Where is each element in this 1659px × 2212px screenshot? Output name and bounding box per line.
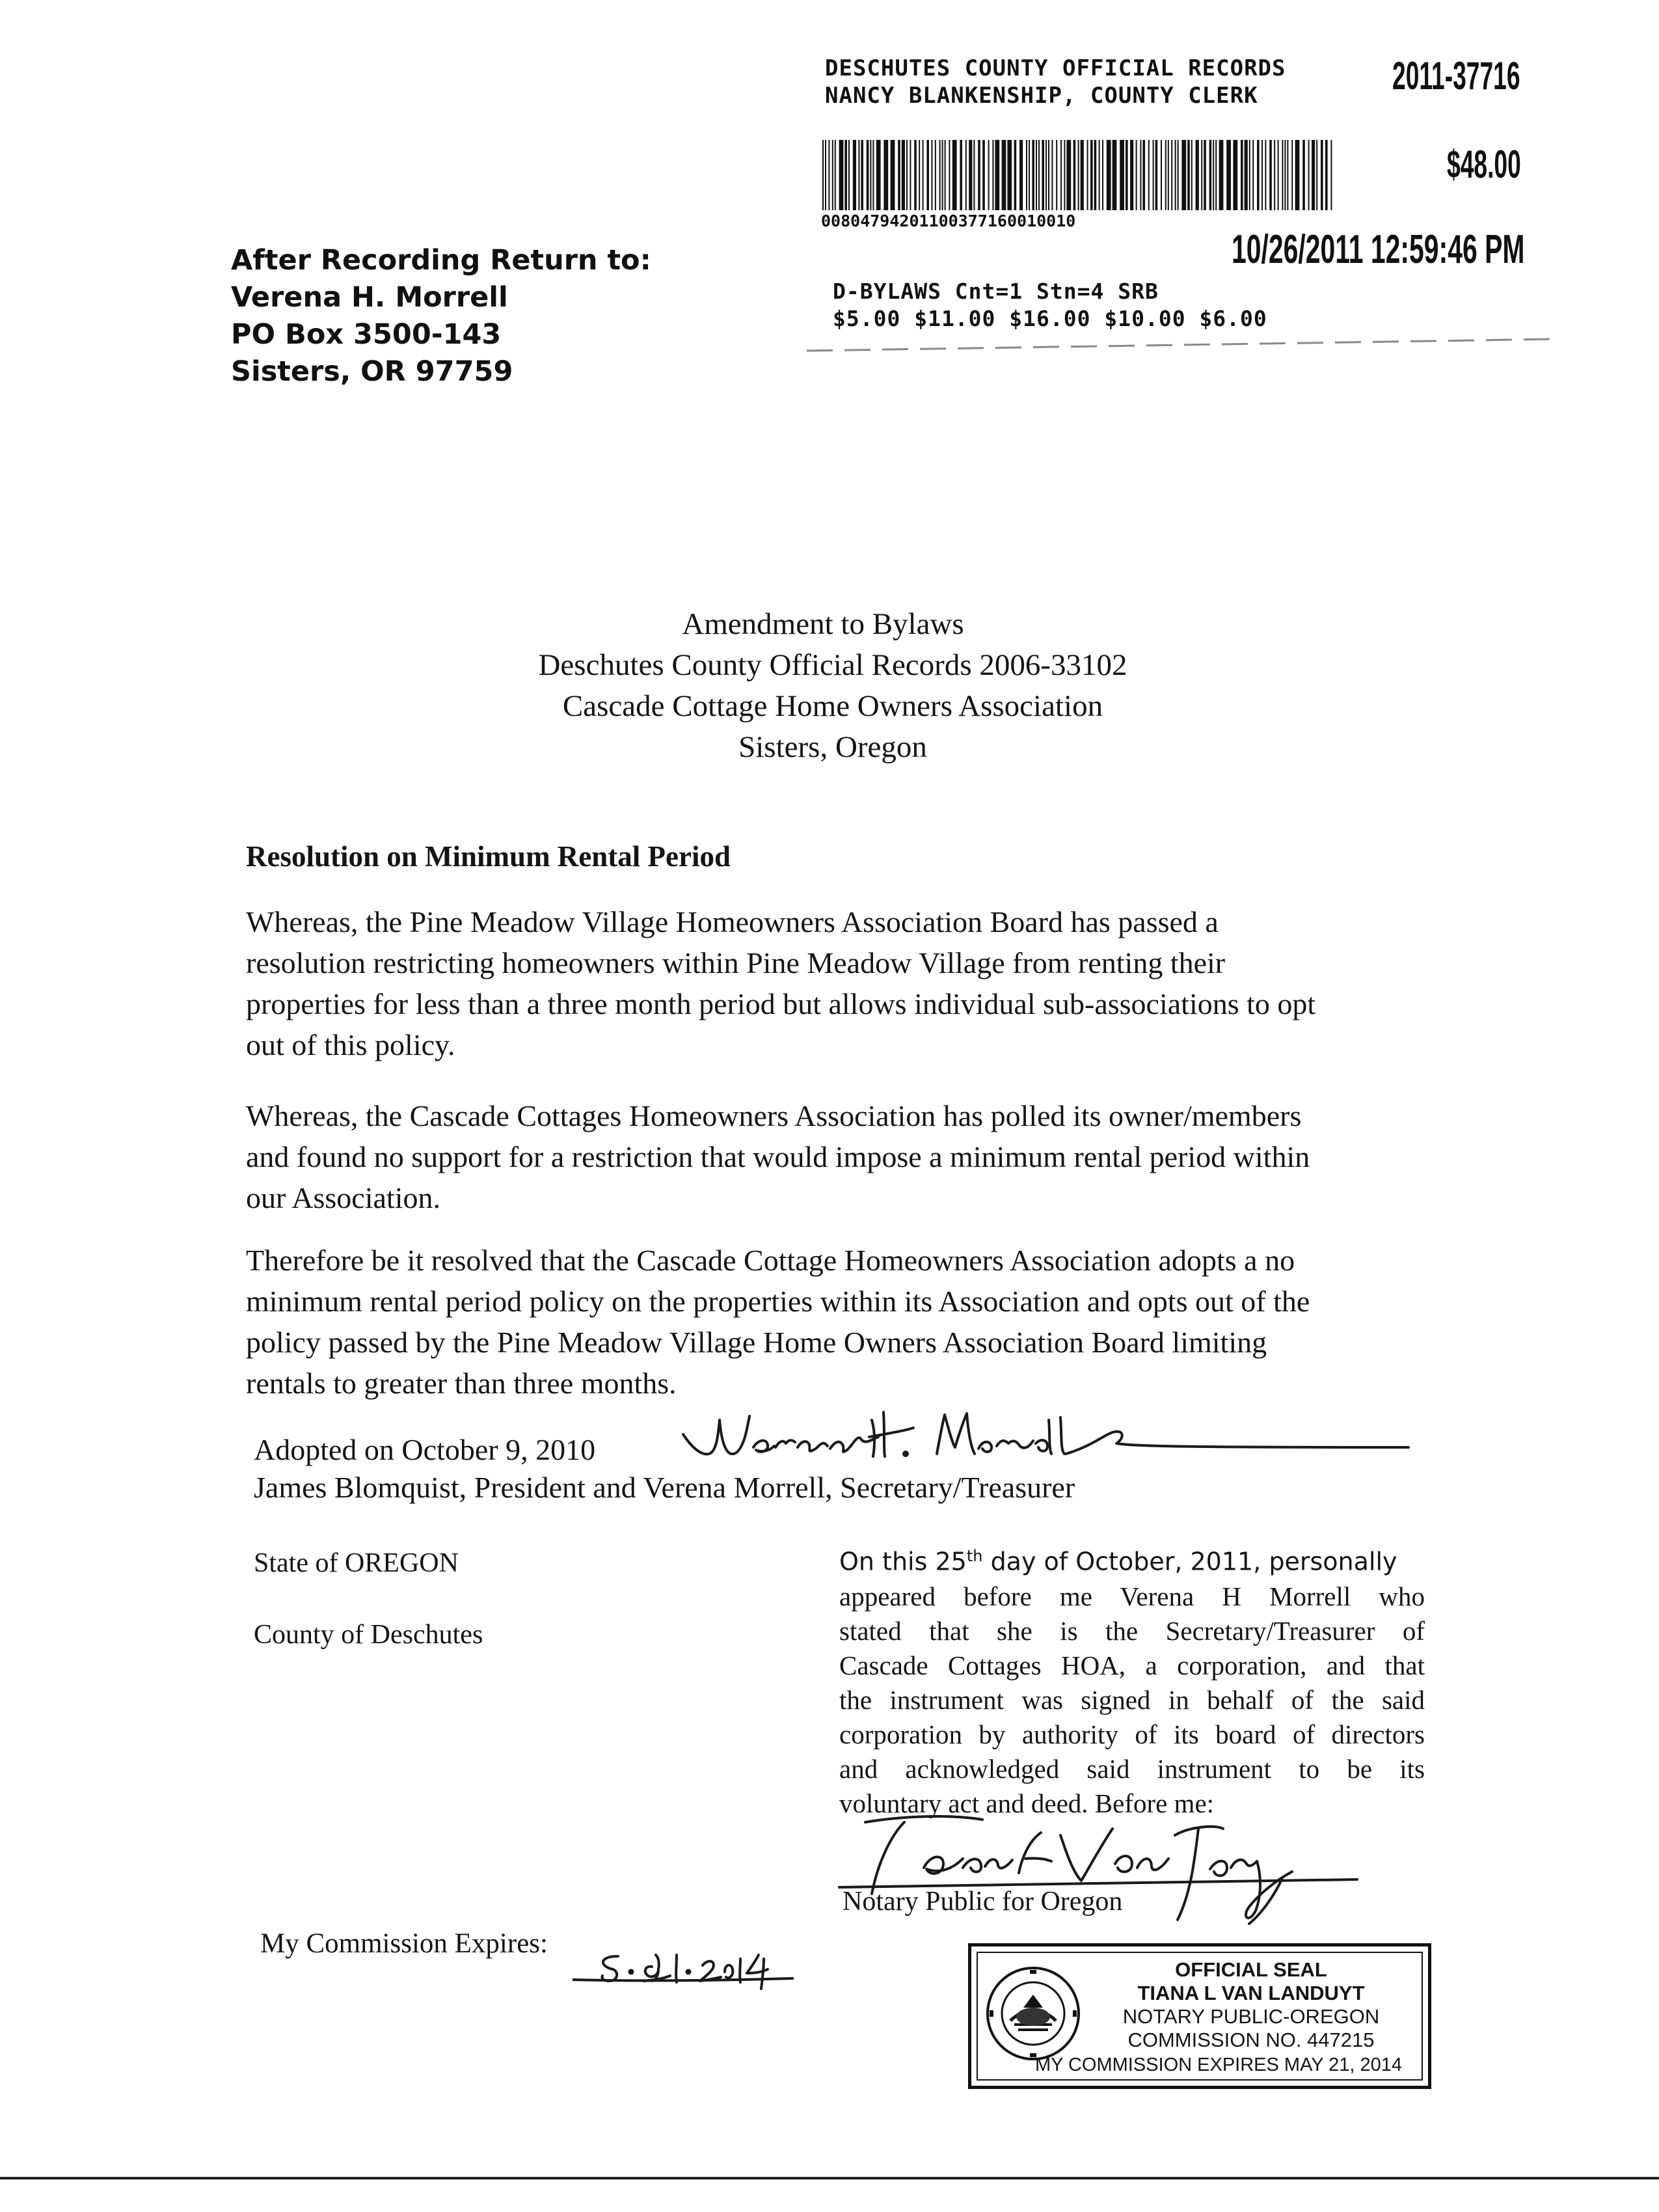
barcode-bar [1213,140,1214,210]
barcode-bar [1126,140,1128,210]
barcode-bar [919,140,920,210]
barcode-bar [1140,140,1141,210]
whereas-paragraph-2 [246,1095,1410,1218]
association-name: Cascade Cottage Home Owners Association [562,689,1103,723]
barcode-bar [861,140,863,210]
barcode-bar [1278,140,1279,210]
seal-commission-number: COMMISSION NO. 447215 [1127,2028,1375,2051]
barcode-bar [1032,140,1034,210]
barcode-bar [1113,140,1117,210]
barcode-bar [1036,140,1037,210]
return-city: Sisters, OR 97759 [231,355,513,388]
barcode-bar [1252,140,1254,210]
barcode-bar [1316,140,1317,210]
acknowledgment-line: appeared before me Verena H Morrell who [839,1581,1425,1611]
paragraph-line: out of this policy. [246,1028,455,1061]
return-address [231,242,699,390]
official-notary-seal [968,1943,1431,2089]
barcode-bar [982,140,985,210]
barcode-bar [1168,140,1169,210]
barcode-bar [978,140,980,210]
barcode-bar [949,140,950,210]
barcode-bar [1209,140,1212,210]
barcode-bar [1265,140,1266,210]
commission-expires-handwritten [573,1946,794,1991]
barcode-bar [1107,140,1111,210]
barcode-bar [1284,140,1286,210]
barcode-bar [1233,140,1237,210]
barcode-bar [1002,140,1006,210]
barcode-bar [1330,140,1332,210]
barcode-bar [1215,140,1217,210]
barcode-bar [867,140,869,210]
barcode-bar [1038,140,1040,210]
barcode-bar [1191,140,1193,210]
barcode-bar [1282,140,1283,210]
acknowledgment-line: the instrument was signed in behalf of the said [839,1684,1425,1715]
acknowledgment-line: voluntary act and deed. Before me: [839,1788,1215,1818]
notary-county: County of Deschutes [254,1620,483,1650]
whereas-paragraph-1 [246,901,1410,1065]
barcode-bar [1078,140,1079,210]
secretary-signature [677,1394,1412,1479]
barcode-bar [1321,140,1323,210]
barcode-bar [1073,140,1076,210]
barcode-bar [1042,140,1044,210]
barcode-bar [935,140,936,210]
barcode [821,140,1335,210]
barcode-bar [1249,140,1250,210]
barcode-bar [1029,140,1030,210]
commission-expires-label: My Commission Expires: [260,1928,548,1959]
barcode-bar [1261,140,1263,210]
barcode-bar [1056,140,1057,210]
barcode-bar [1048,140,1049,210]
barcode-bar [1142,140,1145,210]
document-title-block [0,604,1659,768]
barcode-bar [848,140,850,210]
barcode-bar [1219,140,1224,210]
barcode-bar [872,140,874,210]
barcode-bar [1287,140,1288,210]
barcode-bar [1161,140,1162,210]
barcode-bar [1291,140,1293,210]
seal-commission-expires: MY COMMISSION EXPIRES MAY 21, 2014 [1034,2055,1403,2075]
barcode-bar [828,140,830,210]
fee-total: $48.00 [1447,143,1521,186]
seal-heading: OFFICIAL SEAL [1175,1958,1327,1981]
barcode-bar [891,140,895,210]
barcode-bar [835,140,836,210]
barcode-bar [858,140,859,210]
state-seal-emblem-icon [984,1965,1082,2062]
barcode-bar [960,140,962,210]
barcode-bar [1201,140,1202,210]
barcode-bar [952,140,957,210]
barcode-bar [1308,140,1310,210]
barcode-bar [1181,140,1186,210]
barcode-bar [1325,140,1328,210]
paragraph-line: resolution restricting homeowners within Pine Meadow Village from renting their [246,946,1226,979]
barcode-bar [1148,140,1150,210]
barcode-bar [1026,140,1027,210]
barcode-bar [965,140,967,210]
fee-breakdown: $5.00 $11.00 $16.00 $10.00 $6.00 [833,306,1267,331]
barcode-bar [910,140,911,210]
barcode-bar [1099,140,1100,210]
barcode-bar [1153,140,1154,210]
barcode-digits: 00804794201100377160010010 [821,212,1076,230]
barcode-bar [1019,140,1023,210]
barcode-bar [1196,140,1199,210]
resolution-heading: Resolution on Minimum Rental Period [246,840,731,873]
location: Sisters, Oregon [738,730,927,764]
recorded-datetime: 10/26/2011 12:59:46 PM [1232,227,1525,272]
barcode-bar [1090,140,1093,210]
barcode-bar [870,140,871,210]
barcode-bar [1274,140,1275,210]
barcode-bar [902,140,905,210]
barcode-bar [1245,140,1248,210]
barcode-bar [1064,140,1065,210]
barcode-bar [942,140,943,210]
barcode-bar [923,140,924,210]
barcode-bar [1094,140,1097,210]
barcode-bar [1014,140,1017,210]
barcode-bar [1007,140,1012,210]
barcode-bar [1155,140,1158,210]
barcode-bar [1187,140,1190,210]
barcode-bar [1175,140,1176,210]
barcode-bar [969,140,972,210]
barcode-bar [1171,140,1172,210]
paragraph-line: Therefore be it resolved that the Cascade Cottage Homeowners Association adopts a no [246,1244,1295,1277]
paragraph-line: and found no support for a restriction that would impose a minimum rental period within [246,1140,1310,1173]
barcode-bar [1066,140,1071,210]
notary-acknowledgment [839,1539,1425,1821]
return-heading: After Recording Return to: [231,244,651,277]
paragraph-line: policy passed by the Pine Meadow Village Home Owners Association Board limiting [246,1326,1267,1359]
barcode-bar [898,140,900,210]
barcode-bar [906,140,908,210]
barcode-bar [1045,140,1047,210]
notary-title: Notary Public for Oregon [843,1887,1123,1917]
acknowledgment-line: Cascade Cottages HOA, a corporation, and that [839,1650,1425,1680]
barcode-bar [931,140,932,210]
barcode-bar [992,140,993,210]
barcode-bar [1269,140,1272,210]
document-type-line: D-BYLAWS Cnt=1 Stn=4 SRB [833,279,1159,304]
barcode-bar [926,140,929,210]
barcode-bar [1295,140,1300,210]
barcode-bar [973,140,975,210]
barcode-bar [1165,140,1167,210]
barcode-bar [1087,140,1088,210]
paragraph-line: our Association. [246,1181,440,1214]
paragraph-line: minimum rental period policy on the properties within its Association and opts out of the [246,1285,1310,1318]
acknowledgment-line: and acknowledged said instrument to be its [839,1753,1425,1784]
bottom-scan-edge-divider [0,2177,1659,2179]
adopted-date: Adopted on October 9, 2010 [254,1433,596,1466]
barcode-bar [853,140,856,210]
barcode-bar [822,140,824,210]
return-name: Verena H. Morrell [231,281,508,314]
barcode-bar [839,140,844,210]
barcode-bar [883,140,888,210]
barcode-bar [1204,140,1206,210]
return-po-box: PO Box 3500-143 [231,318,502,351]
signers-line: James Blomquist, President and Verena Morrell, Secretary/Treasurer [254,1471,1075,1504]
notary-state: State of OREGON [254,1548,459,1578]
acknowledgment-line: corporation by authority of its board of directors [839,1719,1425,1749]
barcode-bar [1226,140,1231,210]
barcode-bar [988,140,990,210]
paragraph-line: properties for less than a three month period but allows individual sub-associations to opt [246,987,1316,1020]
barcode-bar [1120,140,1124,210]
barcode-bar [1081,140,1084,210]
ack-intro-rest: day of October, 2011, personally [982,1547,1397,1576]
document-title: Amendment to Bylaws [682,607,964,641]
barcode-bar [1102,140,1103,210]
seal-notary-name: TIANA L VAN LANDUYT [1137,1982,1365,2004]
barcode-bar [1051,140,1053,210]
barcode-bar [1257,140,1260,210]
paragraph-line: Whereas, the Pine Meadow Village Homeowners Association Board has passed a [246,905,1219,938]
barcode-bar [1130,140,1133,210]
barcode-bar [1312,140,1315,210]
barcode-bar [939,140,941,210]
record-number: 2011-37716 [1392,54,1520,98]
seal-notary-title: NOTARY PUBLIC-OREGON [1122,2005,1380,2028]
paragraph-line: Whereas, the Cascade Cottages Homeowners Association has polled its owner/members [246,1099,1302,1132]
ack-ordinal: th [966,1547,983,1565]
barcode-bar [1060,140,1062,210]
resolved-paragraph [246,1240,1410,1404]
barcode-bar [945,140,946,210]
seal-text [1082,1958,1420,2052]
barcode-bar [1302,140,1305,210]
barcode-bar [1178,140,1179,210]
paragraph-line: rentals to greater than three months. [246,1367,677,1400]
ack-intro: On this 25 [839,1547,967,1576]
barcode-bar [876,140,881,210]
recording-office: DESCHUTES COUNTY OFFICIAL RECORDS [825,55,1286,81]
barcode-bar [995,140,999,210]
acknowledgment-line: stated that she is the Secretary/Treasurer of [839,1615,1425,1646]
barcode-bar [1241,140,1243,210]
barcode-bar [1136,140,1137,210]
barcode-bar [832,140,833,210]
county-clerk: NANCY BLANKENSHIP, COUNTY CLERK [825,83,1258,109]
barcode-bar [914,140,917,210]
records-reference: Deschutes County Official Records 2006-33102 [538,648,1127,682]
barcode-bar [844,140,847,210]
acknowledgment-first-line [839,1539,1425,1579]
stamp-dashed-rule [807,335,1555,355]
barcode-bar [825,140,826,210]
